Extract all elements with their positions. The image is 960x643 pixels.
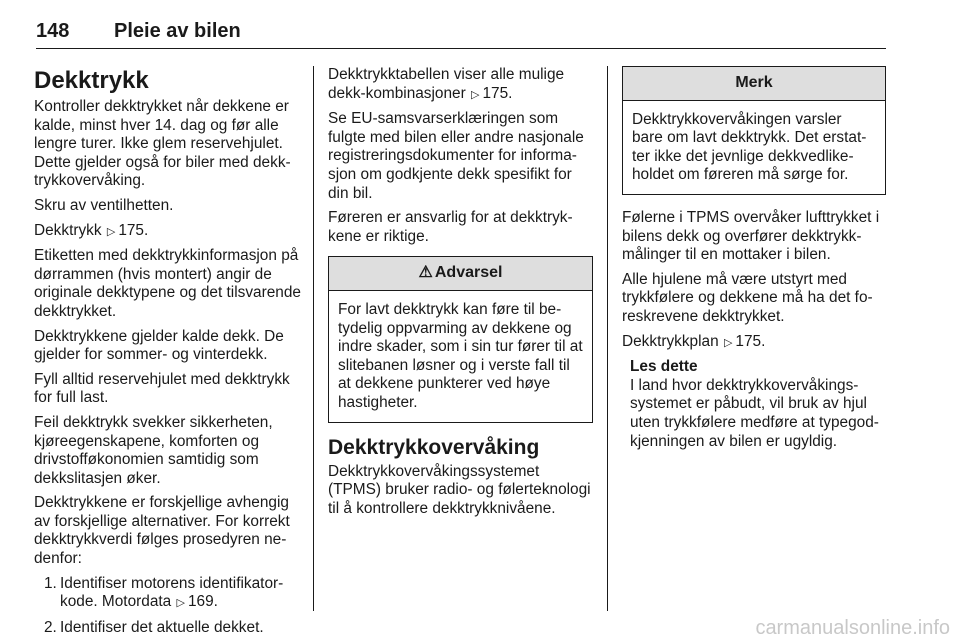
note-title: Les dette — [630, 358, 698, 376]
warning-body: For lavt dekktrykk kan føre til betydelig oppvarming av dekkene og indre skader, som i sin tur fører til at slitebanen løsner og i verste fall til at dekkene punkterer ved høye hastigheter. — [338, 300, 583, 411]
paragraph: Dekktrykkene gjelder kalde dekk. De gjelder for sommer- og vinterdekk. — [34, 327, 284, 364]
page-reference-link[interactable]: ▷ 175. — [723, 333, 765, 350]
section-heading-dekktrykk: Dekktrykk — [34, 67, 149, 94]
info-note — [630, 358, 886, 451]
paragraph: Dekktrykkovervåkingssystemet (TPMS) bruker radio- og følerteknologi til å kontrollere dekktrykknivåene. — [328, 462, 591, 517]
page-reference-link[interactable]: ▷ 175. — [106, 222, 148, 239]
paragraph: Feil dekktrykk svekker sikkerheten, kjøreegenskapene, komforten og drivstofføkonomien samtidig som dekkslitasjen øker. — [34, 413, 273, 487]
paragraph: Etiketten med dekktrykkinformasjon på dørrammen (hvis montert) angir de originale dekktypene og det tilsvarende dekktrykket. — [34, 247, 301, 320]
paragraph-with-reference — [328, 66, 593, 104]
step-list — [34, 575, 304, 638]
column-right — [622, 66, 886, 451]
column-divider — [607, 66, 608, 611]
chapter-title: Pleie av bilen — [114, 20, 241, 42]
note-header: Merk — [623, 67, 885, 101]
paragraph-with-reference — [34, 222, 304, 242]
warning-title: Advarsel — [434, 264, 503, 282]
warning-triangle-icon: ⚠ — [418, 264, 433, 282]
paragraph: Se EU-samsvarserklæringen som fulgte med bilen eller andre nasjonale registreringsdokumenter for informasjon om godkjente dekk spesifikt for din bil. — [328, 110, 584, 202]
step-number: 1. — [44, 574, 57, 592]
column-left — [34, 66, 304, 643]
paragraph: Skru av ventilhetten. — [34, 196, 174, 214]
paragraph: Alle hjulene må være utstyrt med trykkfølere og dekkene må ha det foreskrevene dekktrykket. — [622, 270, 873, 325]
step-label: Identifiser motorens identifikatorkode. Motordata — [60, 574, 284, 611]
watermark: carmanualsonline.info — [755, 617, 950, 639]
warning-header — [329, 257, 592, 291]
paragraph-text: Dekktrykkplan — [622, 332, 719, 350]
paragraph-with-reference — [622, 333, 886, 353]
paragraph: Kontroller dekktrykket når dekkene er kalde, minst hver 14. dag og før alle lengre turer. Ikke glem reservehjulet. Dette gjelder også for biler med dekktrykkovervåking. — [34, 98, 291, 190]
paragraph: Følerne i TPMS overvåker lufttrykket i bilens dekk og overfører dekktrykkmålinger til en mottaker i bilen. — [622, 208, 880, 264]
note-body: Dekktrykkovervåkingen varsler bare om lavt dekktrykk. Det erstatter ikke det jevnlige dekkvedlikeholdet om føreren må sørge for. — [632, 110, 867, 184]
page-header — [36, 14, 886, 49]
page-number: 148 — [36, 20, 70, 42]
paragraph-text: Dekktrykktabellen viser alle mulige dekk-kombinasjoner — [328, 66, 565, 102]
note-box — [622, 66, 886, 195]
page-reference-link[interactable]: ▷ 169. — [176, 593, 218, 610]
column-middle — [328, 66, 593, 524]
step-text — [60, 575, 304, 613]
step-number: 2. — [44, 618, 57, 636]
paragraph: Fyll alltid reservehjulet med dekktrykk for full last. — [34, 370, 290, 407]
note-text: I land hvor dekktrykkovervåkingssystemet er påbudt, vil bruk av hjul uten trykkfølere medføre at typegodkjenningen av bilen er ugyldig. — [630, 376, 879, 450]
paragraph-text: Dekktrykk — [34, 221, 102, 239]
paragraph: Føreren er ansvarlig for at dekktrykkene er riktige. — [328, 209, 573, 245]
list-item — [44, 575, 304, 613]
warning-box — [328, 256, 593, 422]
list-item — [44, 619, 304, 638]
paragraph: Dekktrykkene er forskjellige avhengig av forskjellige alternativer. For korrekt dekktrykkverdi følges prosedyren nedenfor: — [34, 494, 290, 568]
section-heading-dekktrykkovervaking: Dekktrykkovervåking — [328, 435, 540, 459]
page-reference-link[interactable]: ▷ 175. — [470, 85, 512, 102]
column-divider — [313, 66, 314, 611]
step-text: Identifiser det aktuelle dekket. — [60, 618, 264, 636]
